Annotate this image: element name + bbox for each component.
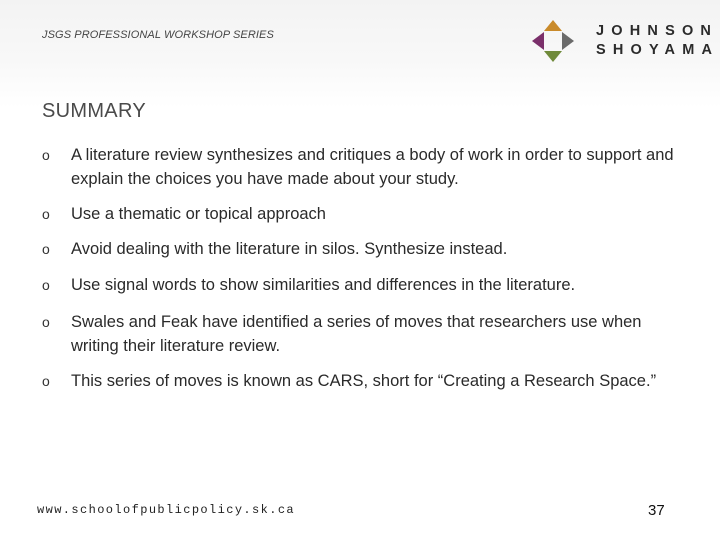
bullet-text: Use signal words to show similarities and differences in the literature. bbox=[71, 276, 576, 294]
bullet-item bbox=[42, 202, 682, 226]
bullet-item bbox=[42, 143, 682, 191]
logo-mark-icon bbox=[532, 20, 574, 62]
bullet-item bbox=[42, 273, 682, 297]
bullet-text: This series of moves is known as CARS, short for “Creating a Research Space.” bbox=[71, 372, 657, 390]
logo-triangle-left bbox=[532, 32, 544, 50]
bullet-marker: o bbox=[42, 241, 50, 257]
page-number: 37 bbox=[648, 502, 665, 519]
logo-wordmark bbox=[596, 22, 719, 60]
bullet-marker: o bbox=[42, 147, 50, 163]
bullet-item bbox=[42, 310, 682, 358]
bullet-text: Avoid dealing with the literature in silos. Synthesize instead. bbox=[71, 240, 508, 258]
logo-line-1: JOHNSON bbox=[596, 23, 719, 39]
bullet-marker: o bbox=[42, 277, 50, 293]
johnson-shoyama-logo bbox=[532, 20, 720, 64]
bullet-text: Use a thematic or topical approach bbox=[71, 205, 326, 223]
bullet-marker: o bbox=[42, 206, 50, 222]
logo-line-2: SHOYAMA bbox=[596, 42, 720, 58]
slide-title: SUMMARY bbox=[42, 100, 146, 122]
bullet-text: Swales and Feak have identified a series of moves that researchers use when writing their literature review. bbox=[71, 313, 642, 355]
bullet-marker: o bbox=[42, 373, 50, 389]
bullet-item bbox=[42, 369, 682, 393]
bullet-item bbox=[42, 237, 682, 261]
logo-triangle-right bbox=[562, 32, 574, 50]
logo-triangle-bottom bbox=[544, 51, 562, 62]
bullet-marker: o bbox=[42, 314, 50, 330]
bullet-text: A literature review synthesizes and critiques a body of work in order to support and explain the choices you have made about your study. bbox=[71, 146, 674, 188]
footer-url: www.schoolofpublicpolicy.sk.ca bbox=[37, 503, 296, 517]
series-label: JSGS PROFESSIONAL WORKSHOP SERIES bbox=[42, 29, 274, 41]
logo-triangle-top bbox=[544, 20, 562, 31]
